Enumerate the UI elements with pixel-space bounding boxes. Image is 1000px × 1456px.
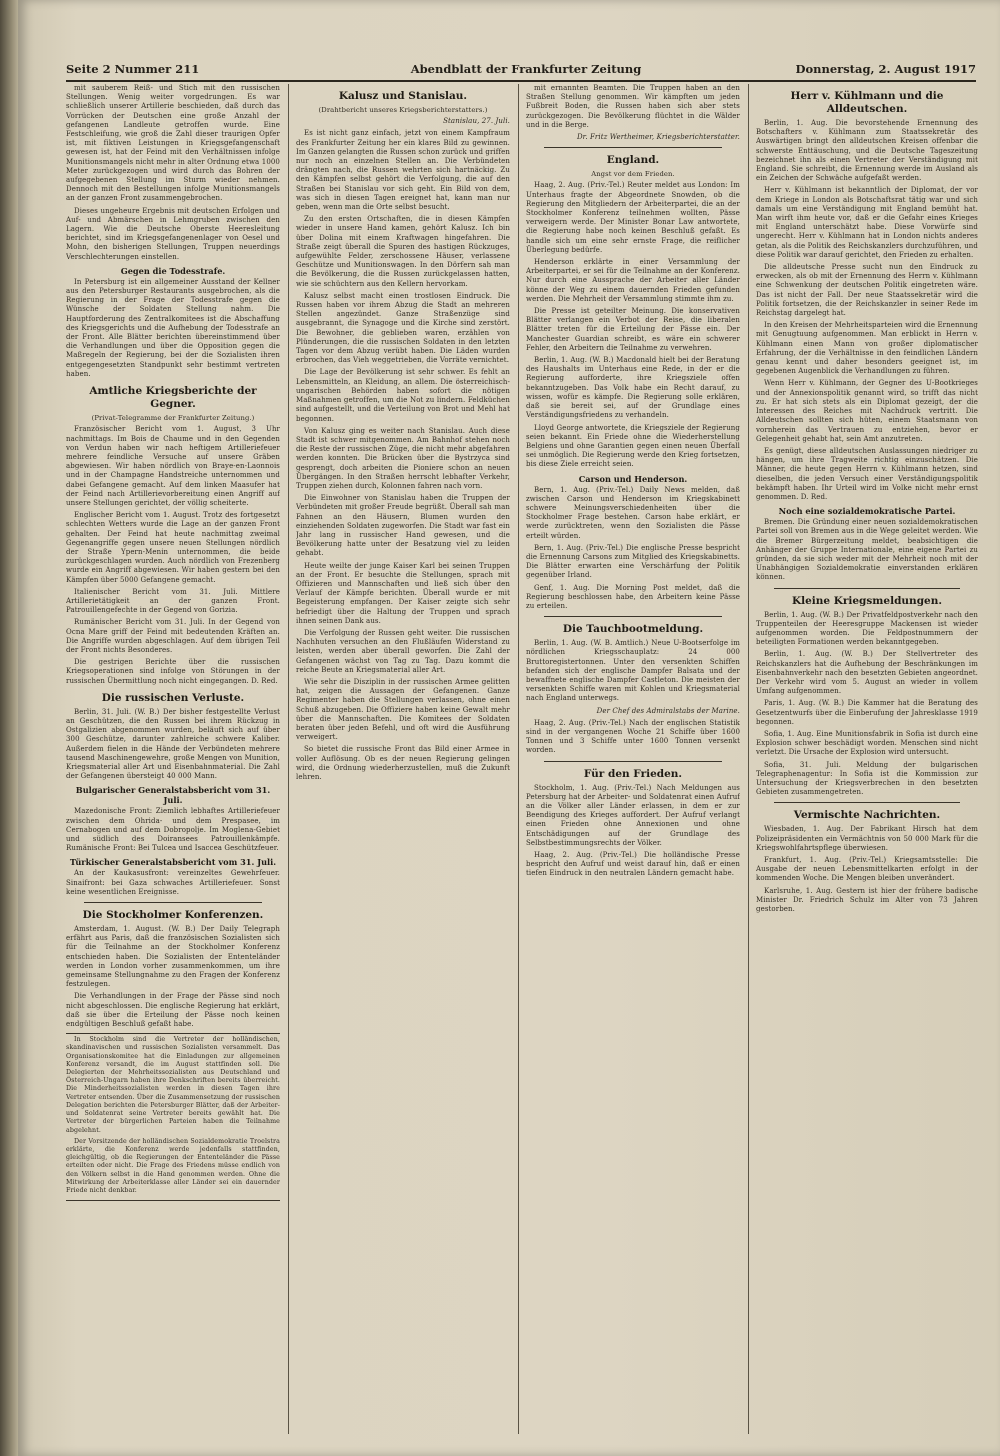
column-rule: [288, 84, 289, 1434]
divider: [544, 761, 722, 762]
headline-fuer-den-frieden: Für den Frieden.: [583, 767, 683, 780]
headline-kleine-kriegsmeldungen: Kleine Kriegsmeldungen.: [791, 594, 943, 607]
divider: [544, 147, 722, 148]
article-paragraph: Haag, 2. Aug. (Priv.-Tel.) Die holländische Presse bespricht den Aufruf und weist darauf hin, daß er einen tiefen Eindruck in den neutralen Ländern gemacht habe.: [526, 851, 740, 878]
divider: [774, 802, 960, 803]
article-paragraph: Karlsruhe, 1. Aug. Gestern ist hier der frühere badische Minister Dr. Friedrich Schulz im Alter von 73 Jahren gestorben.: [756, 886, 978, 914]
article-paragraph: Zu den ersten Ortschaften, die in diesen Kämpfen wieder in unsere Hand kamen, gehört Kalusz. Ich bin über Dolina mit einem Kraftwagen hingefahren. Die Straße zeigt überall die Spuren des hastigen Rückzuges, aufgewühlte Felder, zerschossene Häuser, verlassene Geschütze und Munitionswagen. In den Dörfern sah man die Bevölkerung, die die Russen zurückgelassen hatten, wie sie schüchtern aus den Kellern hervorkam.: [296, 215, 510, 288]
article-stockholm-2: Die Verhandlungen in der Frage der Pässe sind noch nicht abgeschlossen. Die englische Regierung hat erklärt, daß sie über die Erteilung der Pässe noch keinen endgültigen Beschluß gefaßt habe.: [66, 992, 280, 1029]
report-italian: Italienischer Bericht vom 31. Juli. Mittlere Artillerietätigkeit an der ganzen Front. Patrouillengefechte in der Gegend von Gorizia.: [66, 587, 280, 615]
article-paragraph: Paris, 1. Aug. (W. B.) Die Kammer hat die Beratung des Gesetzentwurfs über die Einberufung der Jahresklasse 1919 begonnen.: [756, 699, 978, 726]
byline: Dr. Fritz Wertheimer, Kriegsberichterstatter.: [576, 133, 740, 142]
article-paragraph: Die Presse ist geteilter Meinung. Die konservativen Blätter verlangen ein Verbot der Reise, die liberalen Blätter treten für die Erteilung der Pässe ein. Der Manchester Guardian schreibt, es wäre ein schwerer Fehler, den Arbeitern die Teilnahme zu verwehren.: [526, 307, 740, 352]
article-paragraph: In den Kreisen der Mehrheitsparteien wird die Ernennung mit Genugtuung aufgenommen. Man erblickt in Herrn v. Kühlmann einen Mann von großer diplomatischer Erfahrung, der die Verhältnisse in den feindlichen Ländern genau kennt und daher besonders geeignet ist, im gegebenen Augenblick die Verhandlungen zu führen.: [756, 321, 978, 376]
article-paragraph: Heute weilte der junge Kaiser Karl bei seinen Truppen an der Front. Er besuchte die Stellungen, sprach mit Offizieren und Mannschaften und ließ sich über den Verlauf der Kämpfe berichten. Überall wurde er mit Begeisterung empfangen. Der Kaiser zeigte sich sehr befriedigt über die Haltung der Truppen und sprach ihnen seinen Dank aus.: [296, 561, 510, 625]
article-paragraph: Die Lage der Bevölkerung ist sehr schwer. Es fehlt an Lebensmitteln, an Kleidung, an allem. Die österreichisch-ungarischen Behörden haben sofort die nötigen Maßnahmen getroffen, um die Not zu lindern. Feldküchen sind aufgestellt, und die Verteilung von Brot und Mehl hat begonnen.: [296, 368, 510, 423]
article-paragraph: Henderson erklärte in einer Versammlung der Arbeiterpartei, er sei für die Teilnahme an der Konferenz. Nur durch eine Aussprache der Arbeiter aller Länder könne der Weg zu einem dauernden Frieden gefunden werden. Die Mehrheit der Versammlung stimmte ihm zu.: [526, 258, 740, 303]
article-continuation: mit ernannten Beamten. Die Truppen haben an den Straßen Stellung genommen. Wir kämpften um jeden Fußbreit Boden, die Russen haben sich aber stets zurückgezogen. Die Bevölkerung flüchtet in die Wälder und in die Berge.: [526, 84, 740, 129]
subheading-amtliche: (Privat-Telegramme der Frankfurter Zeitung.): [91, 414, 255, 423]
column-rule: [518, 84, 519, 1434]
headline-bulgarischer-bericht: Bulgarischer Generalstabsbericht vom 31. Juli.: [75, 785, 271, 806]
column-rule: [748, 84, 749, 1434]
article-paragraph: Kalusz selbst macht einen trostlosen Eindruck. Die Russen haben vor ihrem Abzug die Stadt an mehreren Stellen angezündet. Ganze Straßenzüge sind ausgebrannt, die Synagoge und die Kirche sind zerstört. Die Bewohner, die geblieben waren, erzählen von Plünderungen, die die russischen Soldaten in den letzten Tagen vor dem Abzug verübt haben. Die Läden wurden erbrochen, das Vieh weggetrieben, die Vorräte vernichtet.: [296, 291, 510, 365]
headline-tuerkischer-bericht: Türkischer Generalstabsbericht vom 31. Juli.: [69, 857, 277, 868]
article-paragraph: Stockholm, 1. Aug. (Priv.-Tel.) Nach Meldungen aus Petersburg hat der Arbeiter- und Soldatenrat einen Aufruf an die Völker aller Länder erlassen, in dem er zur Beendigung des Krieges auffordert. Der Aufruf verlangt einen Frieden ohne Annexionen und ohne Entschädigungen auf der Grundlage des Selbstbestimmungsrechts der Völker.: [526, 783, 740, 847]
article-paragraph: Bremen. Die Gründung einer neuen sozialdemokratischen Partei soll von Bremen aus in die Wege geleitet werden. Wie die Bremer Bürgerzeitung meldet, beabsichtigen die Anhänger der Gruppe Internationale, eine eigene Partei zu gründen, da sie sich weder mit der Mehrheit noch mit der Unabhängigen Sozialdemokratie einverstanden erklären können.: [756, 518, 978, 582]
header-masthead: Abendblatt der Frankfurter Zeitung: [410, 62, 642, 76]
article-paragraph: Haag, 2. Aug. (Priv.-Tel.) Nach der englischen Statistik sind in der vergangenen Woche 21 Schiffe über 1600 Tonnen und 3 Schiffe unter 1600 Tonnen versenkt worden.: [526, 718, 740, 755]
article-continuation: mit sauberem Reiß- und Stich mit den russischen Stellungen. Wenig weiter vorgedrungen. Es war schließlich unserer Artillerie beschieden, daß durch das Vorrücken der Deutschen eine große Anzahl der gefangenen Landleute getroffen wurde. Eine Festschleifung, wie groß die Zahl dieser traurigen Opfer ist, mit fiktiven Leistungen in Kriegsgefangenschaft gewesen ist, hat der Feind mit den Verhältnissen infolge Munitionsmangels nicht mehr in alter Ordnung etwa 1000 Meter zurückgezogen und wird durch das Bohren der aufgegebenen Stellung im Sturm wieder nehmen. Dennoch mit den Bestellungen infolge Munitionsmangels an der ganzen Front zusammengebrochen.: [66, 84, 280, 203]
article-paragraph: Sofia, 31. Juli. Meldung der bulgarischen Telegraphenagentur: In Sofia ist die Kommission zur Untersuchung der Kriegsverbrechen in den besetzten Gebieten zusammengetreten.: [756, 760, 978, 797]
page-header: [66, 58, 976, 82]
divider: [544, 616, 722, 617]
headline-amtliche-kriegsberichte: Amtliche Kriegsberichte der Gegner.: [89, 385, 257, 411]
article-bulgarischer-bericht: Mazedonische Front: Ziemlich lebhaftes Artilleriefeuer zwischen dem Ohrida- und dem Prespasee, im Cernabogen und auf dem Dobropolje. Im Moglena-Gebiet und südlich des Doiransees Patrouillenkämpfe. Rumänische Front: Bei Tulcea und Isaccea Geschützfeuer.: [66, 807, 280, 853]
article-paragraph: Herr v. Kühlmann ist bekanntlich der Diplomat, der vor dem Kriege in London als Botschaftsrat tätig war und sich damals um eine Verständigung mit England bemüht hat. Man wirft ihm heute vor, daß er die Gefahr eines Krieges mit England unterschätzt habe. Diese Vorwürfe sind ungerecht. Herr v. Kühlmann hat in London nichts anderes getan, als die Politik des Reichskanzlers durchzuführen, und diese Politik war darauf gerichtet, den Frieden zu erhalten.: [756, 186, 978, 259]
article-paragraph: Berlin, 1. Aug. (W. B.) Macdonald hielt bei der Beratung des Haushalts im Unterhaus eine Rede, in der er die Regierung aufforderte, ihre Kriegsziele offen bekanntzugeben. Das Volk habe ein Recht darauf, zu wissen, wofür es kämpfe. Die Regierung solle erklären, daß sie bereit sei, auf der Grundlage eines Verständigungsfriedens zu verhandeln.: [526, 356, 740, 420]
article-paragraph: Berlin, 1. Aug. (W. B. Amtlich.) Neue U-Bootserfolge im nördlichen Kriegsschauplatz: 24 000 Bruttoregistertonnen. Unter den versenkten Schiffen befanden sich der englische Dampfer Balsata und der bewaffnete englische Dampfer Castleton. Die meisten der versenkten Schiffe waren mit Kohlen und Kriegsmaterial nach England unterwegs.: [526, 639, 740, 703]
article-paragraph: Lloyd George antwortete, die Kriegsziele der Regierung seien bekannt. Ein Friede ohne die Wiederherstellung Belgiens und ohne Garantien gegen einen neuen Überfall sei unmöglich. Die Regierung werde den Krieg fortsetzen, bis diese Ziele erreicht seien.: [526, 423, 740, 469]
article-paragraph: Bern, 1. Aug. (Priv.-Tel.) Die englische Presse bespricht die Ernennung Carsons zum Mitglied des Kriegskabinetts. Die Blätter erwarten eine Verschärfung der Politik gegenüber Irland.: [526, 543, 740, 580]
divider: [774, 588, 960, 589]
subheading-kalusz: (Drahtbericht unseres Kriegsberichterstatters.): [318, 106, 488, 114]
report-english: Englischer Bericht vom 1. August. Trotz des fortgesetzt schlechten Wetters wurde die Lage an der ganzen Front gehalten. Der Feind hat heute nachmittag zweimal Gegenangriffe gegen unsere neuen Stellungen nördlich der Straße Ypern-Menin unternommen, die beide zurückgeschlagen wurden. Auch nördlich von Frezenberg wurde ein Angriff abgewiesen. Wir haben gestern bei den Kämpfen über 5000 Gefangene gemacht.: [66, 511, 280, 584]
article-paragraph: Die alldeutsche Presse sucht nun den Eindruck zu erwecken, als ob mit der Ernennung des Herrn v. Kühlmann eine Schwenkung der deutschen Politik eingetreten wäre. Das ist nicht der Fall. Der neue Staatssekretär wird die Politik fortsetzen, die der Reichskanzler in seiner Rede im Reichstag dargelegt hat.: [756, 263, 978, 318]
header-page-number: Seite 2 Nummer 211: [66, 62, 200, 76]
headline-todesstrafe: Gegen die Todesstrafe.: [120, 265, 226, 276]
article-russische-verluste: Berlin, 31. Juli. (W. B.) Der bisher festgestellte Verlust an Geschützen, die den Russen bei ihrem Rückzug in Ostgalizien abgenommen wurden, beläuft sich auf über 300 Geschütze, darunter zahlreiche schwere Kaliber. Außerdem fielen in die Hände der Verbündeten mehrere tausend Maschinengewehre, große Mengen von Munition, Kriegsmaterial aller Art und Eisenbahnmaterial. Die Zahl der Gefangenen übersteigt 40 000 Mann.: [66, 707, 280, 781]
article-continuation-2: Dieses ungeheure Ergebnis mit deutschen Erfolgen und Auf- und Abmärschen in Lehmgruben zwischen den Lagern. Wie die Deutsche Oberste Heeresleitung berichtet, sind im Kriegsgefangenenlager von Oesel und Mohn, den bisherigen Stellungen, Truppen neuerdings Verschlechterungen einstellen.: [66, 206, 280, 261]
article-paragraph: Wiesbaden, 1. Aug. Der Fabrikant Hirsch hat dem Polizeipräsidenten ein Vermächtnis von 50 000 Mark für die Kriegswohlfahrtspflege überwiesen.: [756, 825, 978, 852]
article-paragraph: Wie sehr die Disziplin in der russischen Armee gelitten hat, zeigen die Aussagen der Gefangenen. Ganze Regimenter haben die Stellungen verlassen, ohne einen Schuß abzugeben. Die Offiziere haben keine Gewalt mehr über die Mannschaften. Die Komitees der Soldaten beraten über jeden Befehl, und oft wird die Ausführung verweigert.: [296, 677, 510, 742]
newspaper-page: [18, 0, 1000, 1456]
binding-spine: [0, 0, 18, 1456]
headline-tauchbootmeldung: Die Tauchbootmeldung.: [562, 623, 704, 636]
column-2: [296, 84, 510, 1434]
headline-kalusz-stanislau: Kalusz und Stanislau.: [338, 90, 468, 102]
headline-stockholmer-konferenzen: Die Stockholmer Konferenzen.: [82, 909, 264, 922]
article-paragraph: Genf, 1. Aug. Die Morning Post meldet, daß die Regierung beschlossen habe, den Arbeitern keine Pässe zu erteilen.: [526, 583, 740, 610]
headline-kuehlmann: Herr v. Kühlmann und die Alldeutschen.: [790, 90, 944, 115]
article-paragraph: Haag, 2. Aug. (Priv.-Tel.) Reuter meldet aus London: Im Unterhaus fragte der Abgeordnete Snowden, ob die Regierung den Mitgliedern der Arbeiterpartei, die an der Stockholmer Konferenz teilnehmen wollten, Pässe verweigern werde. Der Minister Bonar Law antwortete, die Regierung habe noch keinen Beschluß gefaßt. Es handle sich um eine sehr ernste Frage, die reiflicher Überlegung bedürfe.: [526, 181, 740, 254]
article-stockholm-small: In Stockholm sind die Vertreter der holländischen, skandinavischen und russischen Sozialisten versammelt. Das Organisationskomitee hat die Einladungen zur allgemeinen Konferenz versandt, die im August stattfinden soll. Die Delegierten der Mehrheitssozialisten aus Deutschland und Österreich-Ungarn haben ihre Denkschriften bereits überreicht. Die Minderheitssozialisten werden in diesen Tagen ihre Vertreter entsenden. Über die Zusammensetzung der russischen Delegation berichten die Petersburger Blätter, daß der Arbeiter- und Soldatenrat seine Vertreter bereits gewählt hat. Die Vertreter der bürgerlichen Parteien haben die Teilnahme abgelehnt.: [66, 1036, 280, 1134]
article-paragraph: Bern, 1. Aug. (Priv.-Tel.) Daily News melden, daß zwischen Carson und Henderson im Kriegskabinett schwere Meinungsverschiedenheiten über die Stockholmer Frage bestehen. Carson habe erklärt, er werde zurücktreten, wenn den Sozialisten die Pässe erteilt würden.: [526, 485, 740, 540]
article-tuerkischer-bericht: An der Kaukasusfront: vereinzeltes Gewehrfeuer. Sinaifront: bei Gaza schwaches Artilleriefeuer. Sonst keine wesentlichen Ereignisse.: [66, 869, 280, 896]
article-paragraph: Die Verfolgung der Russen geht weiter. Die russischen Nachhuten versuchen an den Flußläufen Widerstand zu leisten, werden aber überall geworfen. Die Zahl der Gefangenen wächst von Tag zu Tag. Dazu kommt die reiche Beute an Kriegsmaterial aller Art.: [296, 628, 510, 674]
article-stockholm-small-2: Der Vorsitzende der holländischen Sozialdemokratie Troelstra erklärte, die Konferenz werde jedenfalls stattfinden, gleichgültig, ob die Regierungen der Ententeländer die Pässe erteilten oder nicht. Die Frage des Friedens müsse endlich von den Völkern selbst in die Hand genommen werden. Ohne die Mitwirkung der Arbeiterklasse aller Länder sei ein dauernder Friede nicht denkbar.: [66, 1137, 280, 1194]
headline-vermischte-nachrichten: Vermischte Nachrichten.: [793, 809, 941, 822]
article-paragraph: Wenn Herr v. Kühlmann, der Gegner des U-Bootkrieges und der Annexionspolitik genannt wird, so trifft das nicht zu. Er hat sich stets als ein Diplomat gezeigt, der die Interessen des Reiches mit Nachdruck vertritt. Die Alldeutschen sollten sich hüten, einem Staatsmann von vornherein das Vertrauen zu entziehen, bevor er Gelegenheit gehabt hat, sein Amt anzutreten.: [756, 379, 978, 443]
article-paragraph: So bietet die russische Front das Bild einer Armee in voller Auflösung. Ob es der neuen Regierung gelingen wird, die Ordnung wiederherzustellen, muß die Zukunft lehren.: [296, 745, 510, 782]
article-paragraph: Die Einwohner von Stanislau haben die Truppen der Verbündeten mit großer Freude begrüßt. Überall sah man Fahnen an den Häusern, Blumen wurden den einziehenden Soldaten zugeworfen. Die Stadt war fast ein Jahr lang in russischer Hand gewesen, und die Bevölkerung hatte unter der Besatzung viel zu leiden gehabt.: [296, 494, 510, 558]
article-paragraph: Es genügt, diese alldeutschen Auslassungen niedriger zu hängen, um ihre Tragweite richtig einzuschätzen. Die Männer, die heute gegen Herrn v. Kühlmann hetzen, sind dieselben, die jeden Versuch einer Verständigungspolitik bekämpft haben. Ihr Urteil wird im Volke nicht mehr ernst genommen. D. Red.: [756, 446, 978, 501]
subheading-england: Angst vor dem Frieden.: [591, 170, 675, 179]
article-stockholm: Amsterdam, 1. August. (W. B.) Der Daily Telegraph erfährt aus Paris, daß die französischen Sozialisten sich für die Teilnahme an der Stockholmer Konferenz entschieden haben. Die Sozialisten der Ententeländer werden in London vorher zusammenkommen, um ihre gemeinsame Stellungnahme zu den Fragen der Konferenz festzulegen.: [66, 925, 280, 989]
article-paragraph: Sofia, 1. Aug. Eine Munitionsfabrik in Sofia ist durch eine Explosion schwer beschädigt worden. Menschen sind nicht verletzt. Die Ursache der Explosion wird untersucht.: [756, 729, 978, 757]
byline: Der Chef des Admiralstabs der Marine.: [596, 706, 740, 715]
report-romanian: Rumänischer Bericht vom 31. Juli. In der Gegend von Ocna Mare griff der Feind mit bedeutenden Kräften an. Die Angriffe wurden abgeschlagen. Auf dem übrigen Teil der Front nichts Besonderes.: [66, 618, 280, 654]
report-note: Die gestrigen Berichte über die russischen Kriegsoperationen sind infolge von Störungen in der russischen Übermittlung noch nicht eingegangen. D. Red.: [66, 658, 280, 685]
headline-carson-henderson: Carson und Henderson.: [578, 473, 688, 484]
headline-sozialdemokratische-partei: Noch eine sozialdemokratische Partei.: [778, 506, 956, 517]
column-3: [526, 84, 740, 1434]
article-paragraph: Berlin, 1. Aug. Die bevorstehende Ernennung des Botschafters v. Kühlmann zum Staatssekretär des Auswärtigen bringt den alldeutschen Kreisen offenbar die schwerste Enttäuschung, und die Deutsche Tageszeitung bezeichnet ihn als einen Vertreter der Verständigung mit England. Sie schreibt, die Ernennung werde im Ausland als ein Zeichen der Schwäche aufgefaßt werden.: [756, 119, 978, 183]
headline-england: England.: [606, 154, 660, 167]
header-date: Donnerstag, 2. August 1917: [795, 62, 976, 76]
column-1: [66, 84, 280, 1434]
article-todesstrafe: In Petersburg ist ein allgemeiner Ausstand der Kellner aus den Petersburger Restaurants ausgebrochen, als die Regierung in der Frage der Todesstrafe gegen die Wünsche der Soldaten Stellung nahm. Die Hauptforderung des Zentralkomitees ist die Abschaffung des Kriegsgerichts und die Aufhebung der Todesstrafe an der Front. Alle Blätter berichten übereinstimmend über die Verhandlungen und über die Opposition gegen die Maßregeln der Regierung, bei der die Sozialisten ihren entgegengesetzten Standpunkt sehr bestimmt vertreten haben.: [66, 277, 280, 378]
dateline: Stanislau, 27. Juli.: [443, 117, 510, 126]
article-paragraph: Frankfurt, 1. Aug. (Priv.-Tel.) Kriegsamtsstelle: Die Ausgabe der neuen Lebensmittelkarten erfolgt in der kommenden Woche. Die Mengen bleiben unverändert.: [756, 856, 978, 883]
article-paragraph: Von Kalusz ging es weiter nach Stanislau. Auch diese Stadt ist schwer mitgenommen. Am Bahnhof stehen noch die Reste der russischen Züge, die nicht mehr abgefahren werden konnten. Die Brücken über die Bystrzyca sind gesprengt, doch arbeiten die Pioniere schon an neuen Übergängen. In den Straßen herrscht lebhafter Verkehr, Truppen ziehen durch, Kolonnen fahren nach vorn.: [296, 426, 510, 490]
divider: [84, 902, 262, 903]
headline-russische-verluste: Die russischen Verluste.: [101, 691, 245, 704]
article-paragraph: Es ist nicht ganz einfach, jetzt von einem Kampfraum des Frankfurter Zeitung her ein klares Bild zu gewinnen. Im Ganzen gelangten die Russen schon zurück und griffen nur noch an einzelnen Stellen an. Die Verbündeten drängten nach, die Russen wehrten sich hartnäckig. Zu den Kämpfen selbst gehört die Verfolgung, die auf den Straßen bei Stanislau vor sich geht. Ein Bild von dem, was sich in diesen Tagen ereignet hat, kann man nur geben, wenn man die Orte selbst besucht.: [296, 129, 510, 212]
article-paragraph: Berlin, 1. Aug. (W. B.) Der Stellvertreter des Reichskanzlers hat die Aufhebung der Beschränkungen im Eisenbahnverkehr nach den besetzten Gebieten angeordnet. Der Verkehr wird vom 5. August an wieder in vollem Umfang aufgenommen.: [756, 650, 978, 696]
report-french: Französischer Bericht vom 1. August, 3 Uhr nachmittags. Im Bois de Chaume und in den Gegenden von Verdun haben wir nach heftigem Artilleriefeuer mehrere feindliche Versuche auf unsere Gräben abgewiesen. Wir haben nördlich von Braye-en-Laonnois und in der Champagne Handstreiche unternommen und dabei Gefangene gemacht. Auf dem linken Maasufer hat der Feind nach Artillerievorbereitung einen Angriff auf unsere Stellungen gerichtet, der völlig scheiterte.: [66, 425, 280, 507]
column-4: [756, 84, 978, 1434]
article-paragraph: Berlin, 1. Aug. (W. B.) Der Privatfeldpostverkehr nach den Truppenteilen der Heeresgruppe Mackensen ist wieder aufgenommen worden. Die Feldpostnummern der beteiligten Formationen werden bekanntgegeben.: [756, 610, 978, 647]
